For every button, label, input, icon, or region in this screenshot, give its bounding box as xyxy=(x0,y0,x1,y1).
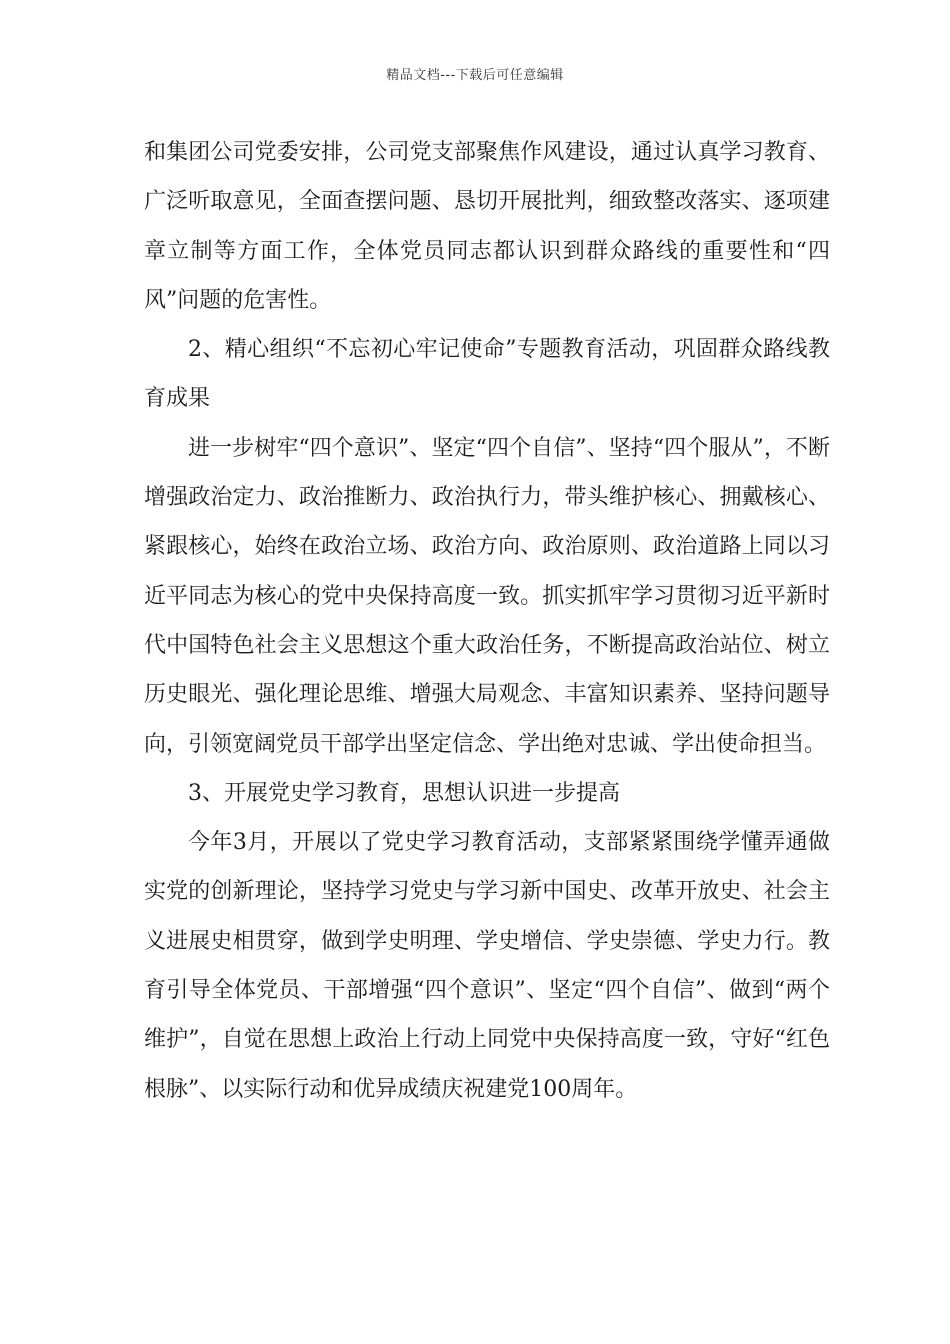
document-body xyxy=(144,128,830,1114)
paragraph-continuation: 和集团公司党委安排，公司党支部聚焦作风建设，通过认真学习教育、广泛听取意见，全面查摆问题、恳切开展批判，细致整改落实、逐项建章立制等方面工作，全体党员同志都认识到群众路线的重要性和“四风”问题的危害性。 xyxy=(144,140,830,313)
page-header: 精品文档---下载后可任意编辑 xyxy=(386,68,564,83)
section-heading-3: 3、开展党史学习教育，思想认识进一步提高 xyxy=(188,780,620,806)
section-heading-2: 2、精心组织“不忘初心牢记使命”专题教育活动，巩固群众路线教育成果 xyxy=(144,337,830,412)
paragraph-section-2: 进一步树牢“四个意识”、坚定“四个自信”、坚持“四个服从”，不断增强政治定力、政治推断力、政治执行力，带头维护核心、拥戴核心、紧跟核心，始终在政治立场、政治方向、政治原则、政治道路上同以习近平同志为核心的党中央保持高度一致。抓实抓牢学习贯彻习近平新时代中国特色社会主义思想这个重大政治任务，不断提高政治站位、树立历史眼光、强化理论思维、增强大局观念、丰富知识素养、坚持问题导向，引领宽阔党员干部学出坚定信念、学出绝对忠诚、学出使命担当。 xyxy=(144,435,830,757)
paragraph-section-3: 今年3月，开展以了党史学习教育活动，支部紧紧围绕学懂弄通做实党的创新理论，坚持学习党史与学习新中国史、改革开放史、社会主义进展史相贯穿，做到学史明理、学史增信、学史崇德、学史力行。教育引导全体党员、干部增强“四个意识”、坚定“四个自信”、做到“两个维护”，自觉在思想上政治上行动上同党中央保持高度一致，守好“红色根脉”、以实际行动和优异成绩庆祝建党100周年。 xyxy=(144,830,830,1102)
